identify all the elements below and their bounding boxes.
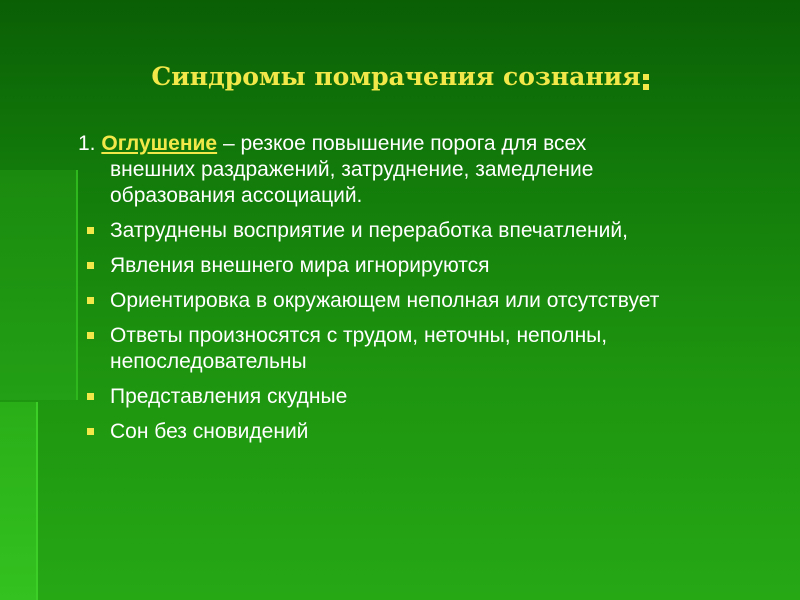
- list-item-text: Сон без сновидений: [110, 420, 309, 443]
- bullet-square-icon: [87, 227, 94, 234]
- intro-line-2: внешних раздражений, затруднение, замедление: [110, 158, 594, 181]
- colon-dot-lower: [643, 84, 649, 90]
- intro-term: Оглушение: [101, 132, 218, 155]
- list-item: [78, 218, 768, 244]
- list-item-text: Явления внешнего мира игнорируются: [110, 254, 490, 277]
- list-item: [78, 384, 768, 410]
- decorative-edge-lower: [0, 402, 38, 600]
- slide-body: [78, 131, 768, 454]
- intro-line-3: образования ассоциаций.: [110, 184, 363, 207]
- bullet-square-icon: [87, 428, 94, 435]
- slide-title-text: Синдромы помрачения сознания: [151, 62, 641, 91]
- bullet-square-icon: [87, 332, 94, 339]
- intro-paragraph: [78, 131, 768, 209]
- list-item: [78, 323, 768, 375]
- list-item-text: Затруднены восприятие и переработка впечатлений,: [110, 219, 628, 242]
- intro-dash-text: – резкое повышение порога для всех: [217, 132, 587, 155]
- intro-number: 1.: [78, 132, 102, 155]
- list-item: [78, 419, 768, 445]
- bullet-list: [78, 218, 768, 445]
- list-item-text: Представления скудные: [110, 385, 348, 408]
- list-item-text: Ориентировка в окружающем неполная или отсутствует: [110, 289, 660, 312]
- bullet-square-icon: [87, 262, 94, 269]
- decorative-edge-upper: [0, 170, 78, 400]
- slide-title: [0, 62, 800, 91]
- bullet-square-icon: [87, 297, 94, 304]
- list-item: [78, 288, 768, 314]
- list-item-text: Ответы произносятся с трудом, неточны, неполны, непоследовательны: [110, 324, 608, 373]
- colon-dot-upper: [643, 74, 649, 80]
- list-item: [78, 253, 768, 279]
- bullet-square-icon: [87, 393, 94, 400]
